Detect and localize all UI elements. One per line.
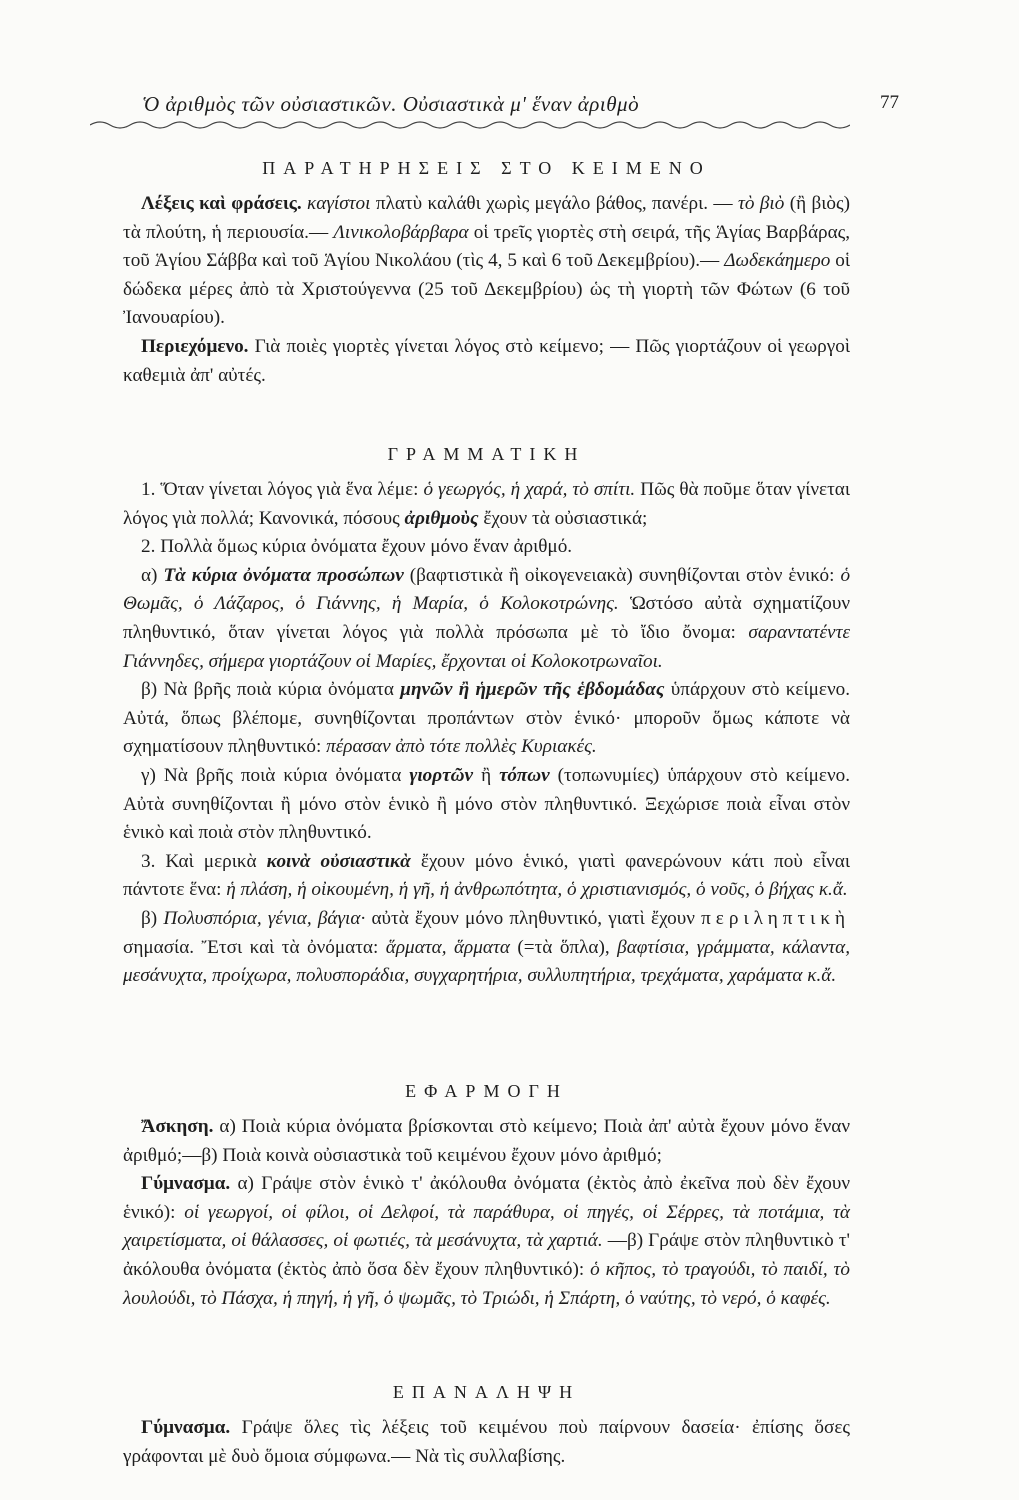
definition: (ἢ βιὸς) τὰ πλούτη, ἡ περιουσία.— xyxy=(123,193,851,243)
emphasis: ἀριθμοὺς xyxy=(404,507,479,529)
page-number: 77 xyxy=(880,92,899,113)
emphasis: τόπων xyxy=(499,764,550,786)
grammar-point-2a xyxy=(123,562,850,676)
example: ὁ γεωργός, ἡ χαρά, τὸ σπίτι. xyxy=(423,479,636,500)
text: (τοπωνυμίες) ὑπάρχουν στὸ κείμενο. Αὐτὰ συνηθίζονται ἢ μόνο στὸν ἑνικὸ ἢ μόνο στὸν πληθυντικό. Ξεχώρισε ποιὰ εἶναι στὸν ἑνικὸ καὶ ποιὰ στὸν πληθυντικό. xyxy=(123,764,851,844)
text: γ) Νὰ βρῆς ποιὰ κύρια ὀνόματα xyxy=(141,764,402,786)
label: α) xyxy=(141,564,158,586)
emphasis: Τὰ κύρια ὀνόματα προσώπων xyxy=(163,564,404,586)
text: ὑπάρχουν στὸ κείμενο. Αὐτά, ὅπως βλέπομε, συνηθίζονται προπάντων στὸν ἑνικό· μποροῦν ὅμως κάποτε νὰ σχηματίσουν πληθυντικό: xyxy=(123,679,851,758)
definition: οἱ τρεῖς γιορτὲς στὴ σειρά, τῆς Ἁγίας Βαρβάρας, τοῦ Ἁγίου Σάββα καὶ τοῦ Ἁγίου Νικολάου (τὶς 4, 5 καὶ 6 τοῦ Δεκεμβρίου).— xyxy=(123,221,851,272)
spaced-term: περιληπτικὴ xyxy=(701,907,851,929)
example: οἱ γεωργοί, οἱ φίλοι, οἱ Δελφοί, τὰ παράθυρα, οἱ πηγές, οἱ Σέρρες, τὰ ποτάμια, τὰ χαιρετίσματα, οἱ θάλασσες, οἱ φωτιές, τὰ μεσάνυχτα, τὰ χαρτιά. xyxy=(123,1201,851,1252)
review-body xyxy=(123,1414,850,1471)
text: Γράψε ὅλες τὶς λέξεις τοῦ κειμένου ποὺ παίρνουν δασεία· ἐπίσης ὅσες γράφονται μὲ δυὸ ὅμοια σύμφωνα.— Νὰ τὶς συλλαβίσης. xyxy=(123,1417,850,1467)
grammar-point-3b xyxy=(123,905,850,991)
text: —β) Γράψε στὸν πληθυντικὸ τ' ἀκόλουθα ὀνόματα (ἐκτὸς ἀπὸ ὅσα δὲν ἔχουν πληθυντικό): xyxy=(123,1230,851,1280)
heading-observations: ΠΑΡΑΤΗΡΗΣΕΙΣ ΣΤΟ ΚΕΙΜΕΝΟ xyxy=(262,158,711,178)
drill-paragraph xyxy=(123,1170,850,1313)
grammar-point-2: 2. Πολλὰ ὅμως κύρια ὀνόματα ἔχουν μόνο ἕναν ἀριθμό. xyxy=(141,536,573,558)
lead-drill: Γύμνασμα. xyxy=(141,1173,231,1195)
text: α) Γράψε στὸν ἑνικὸ τ' ἀκόλουθα ὀνόματα (ἐκτὸς ἀπὸ ἐκεῖνα ποὺ δὲν ἔχουν ἑνικό): xyxy=(123,1173,851,1223)
heading-grammar: ΓΡΑΜΜΑΤΙΚΗ xyxy=(387,444,586,464)
text: 3. Καὶ μερικὰ xyxy=(141,850,257,872)
paragraph-words-phrases xyxy=(123,190,850,333)
review-drill xyxy=(123,1414,850,1471)
example: ὁ Θωμᾶς, ὁ Λάζαρος, ὁ Γιάννης, ἡ Μαρία, ὁ Κολοκοτρώνης. xyxy=(123,564,851,615)
text: Ὡστόσο αὐτὰ σχηματίζουν πληθυντικό, ὅταν γίνεται λόγος γιὰ πολλὰ πρόσωπα μὲ τὸ ἴδιο ὄνομα: xyxy=(123,593,851,643)
grammar-point-1 xyxy=(123,476,850,533)
grammar-body xyxy=(123,476,850,991)
content-text: Γιὰ ποιὲς γιορτὲς γίνεται λόγος στὸ κείμενο; — Πῶς γιορτάζουν οἱ γεωργοὶ καθεμιὰ ἀπ' αὐτές. xyxy=(123,335,850,386)
running-title: Ὁ ἀριθμὸς τῶν οὐσιαστικῶν. Οὐσιαστικὰ μ' ἕναν ἀριθμὸ xyxy=(142,92,640,116)
example: ἡ πλάση, ἡ οἰκουμένη, ἡ γῆ, ἡ ἀνθρωπότητα, ὁ χριστιανισμός, ὁ νοῦς, ὁ βήχας κ.ἄ. xyxy=(226,879,848,901)
application-body xyxy=(123,1113,850,1313)
text: Πῶς θὰ ποῦμε ὅταν γίνεται λόγος γιὰ πολλά; Κανονικά, πόσους xyxy=(123,479,851,529)
exercise-paragraph xyxy=(123,1113,850,1170)
grammar-point-2c xyxy=(123,762,850,848)
example: ὁ κῆπος, τὸ τραγούδι, τὸ παιδί, τὸ λουλούδι, τὸ Πάσχα, ἡ πηγή, ἡ γῆ, ὁ ψωμᾶς, τὸ Τριώδι, ἡ Σπάρτη, ὁ ναύτης, τὸ νερό, ὁ καφές. xyxy=(123,1258,850,1309)
label: β) xyxy=(141,907,158,929)
paragraph-content xyxy=(123,333,850,390)
term: Δωδεκάημερο xyxy=(724,250,831,272)
text: σημασία. Ἔτσι καὶ τὰ ὀνόματα: xyxy=(123,936,379,958)
term: καγίστοι xyxy=(307,193,371,214)
text: ἔχουν τὰ οὐσιαστικά; xyxy=(483,507,648,529)
heading-application: ΕΦΑΡΜΟΓΗ xyxy=(405,1081,568,1101)
heading-review: ΕΠΑΝΑΛΗΨΗ xyxy=(392,1382,581,1402)
text: 1. Ὅταν γίνεται λόγος γιὰ ἕνα λέμε: xyxy=(141,479,419,500)
definition: πλατὺ καλάθι χωρὶς μεγάλο βάθος, πανέρι. — xyxy=(375,193,733,214)
term: τὸ βιὸ xyxy=(738,193,785,214)
text: ἢ xyxy=(481,764,492,786)
text: ἔχουν μόνο ἑνικό, γιατὶ φανερώνουν κάτι ποὺ εἶναι πάντοτε ἕνα: xyxy=(123,850,851,901)
example: ἅρματα, ἅρματα xyxy=(385,936,510,958)
emphasis: κοινὰ οὐσιαστικὰ xyxy=(266,850,411,872)
example: Πολυσπόρια, γένια, βάγια· xyxy=(163,907,366,929)
term: Λινικολοβάρβαρα xyxy=(333,221,469,243)
lead-content: Περιεχόμενο. xyxy=(141,335,249,357)
example: βαφτίσια, γράμματα, κάλαντα, μεσάνυχτα, προίχωρα, πολυσποράδια, συγχαρητήρια, συλλυπητήρια, τρεχάματα, χαράματα κ.ἄ. xyxy=(123,936,851,987)
emphasis: μηνῶν ἢ ἡμερῶν τῆς ἑβδομάδας xyxy=(400,679,665,701)
text: α) Ποιὰ κύρια ὀνόματα βρίσκονται στὸ κείμενο; Ποιὰ ἀπ' αὐτὰ ἔχουν μόνο ἕναν ἀριθμό;—β) Ποιὰ κοινὰ οὐσιαστικὰ τοῦ κειμένου ἔχουν μόνο ἀριθμό; xyxy=(123,1116,851,1166)
text: (=τὰ ὅπλα), xyxy=(517,936,610,958)
observations-body xyxy=(123,190,850,390)
grammar-point-2b xyxy=(123,676,850,762)
definition: οἱ δώδεκα μέρες ἀπὸ τὰ Χριστούγεννα (25 τοῦ Δεκεμβρίου) ὡς τὴ γιορτὴ τῶν Φώτων (6 τοῦ Ἰανουαρίου). xyxy=(123,250,851,329)
emphasis: γιορτῶν xyxy=(409,764,474,786)
example: σαραντατέντε Γιάννηδες, σήμερα γιορτάζουν οἱ Μαρίες, ἔρχονται οἱ Κολοκοτρωναῖοι. xyxy=(123,621,851,672)
grammar-point-3 xyxy=(123,848,850,905)
text: αὐτὰ ἔχουν μόνο πληθυντικό, γιατὶ ἔχουν xyxy=(371,907,695,929)
example: πέρασαν ἀπὸ τότε πολλὲς Κυριακές. xyxy=(326,736,597,758)
lead-words-phrases: Λέξεις καὶ φράσεις. xyxy=(141,193,302,214)
text: (βαφτιστικὰ ἢ οἰκογενειακὰ) συνηθίζονται στὸν ἑνικό: xyxy=(409,564,835,586)
lead-drill: Γύμνασμα. xyxy=(141,1417,231,1438)
text: β) Νὰ βρῆς ποιὰ κύρια ὀνόματα xyxy=(141,679,394,701)
wavy-rule xyxy=(90,118,850,132)
lead-exercise: Ἄσκηση. xyxy=(141,1116,214,1137)
